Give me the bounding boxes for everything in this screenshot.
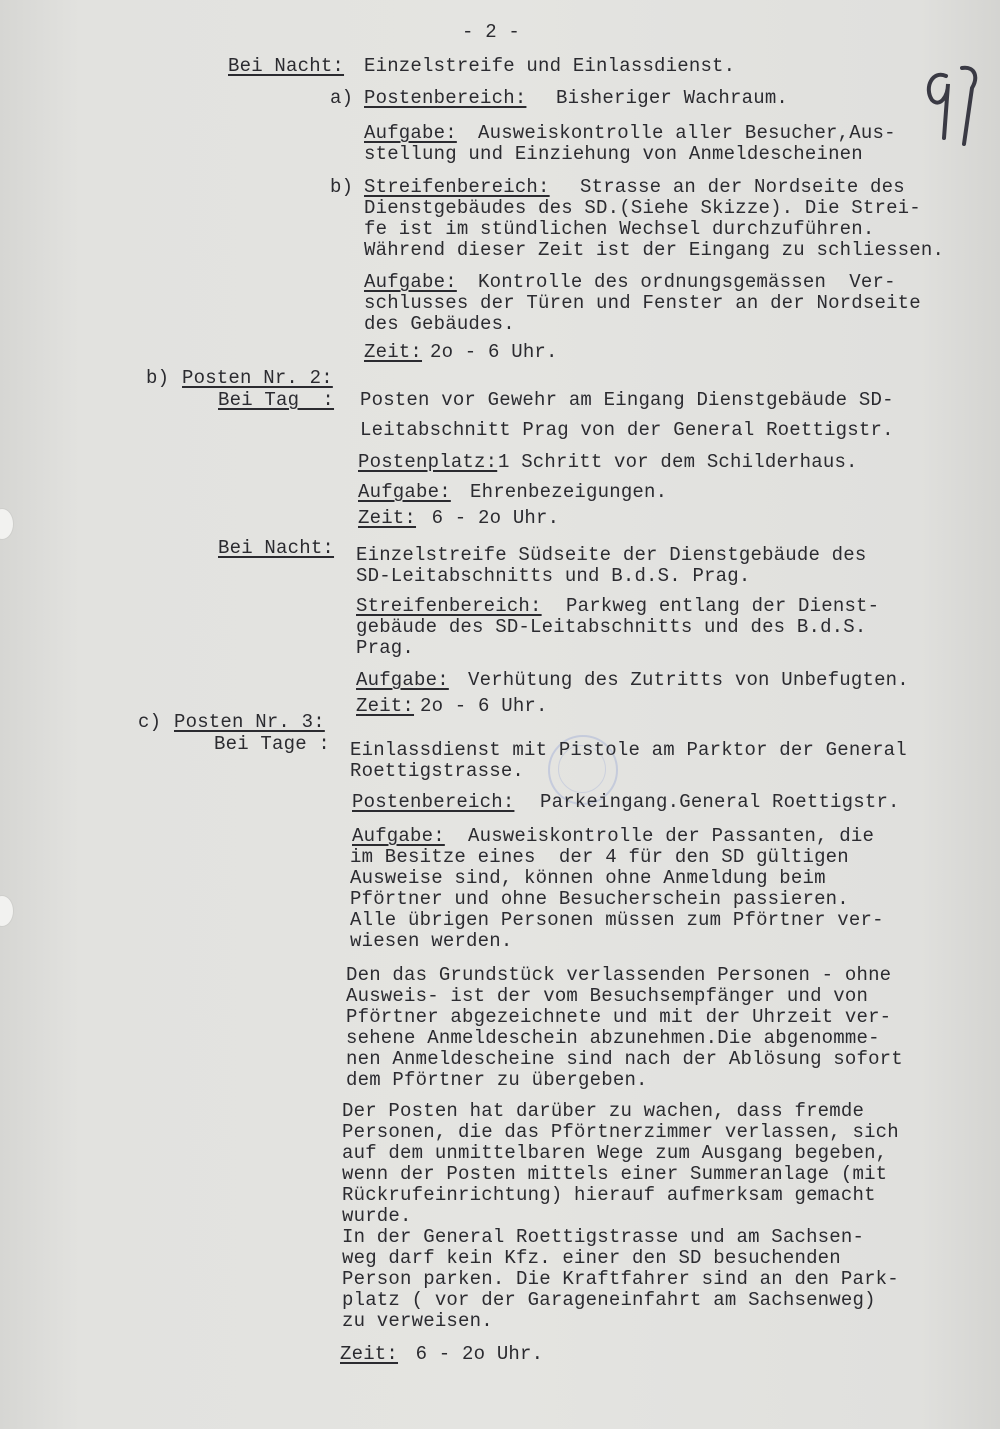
text-streifen-4: Während dieser Zeit ist der Eingang zu schliessen. [364, 239, 945, 261]
punch-hole-top [0, 508, 14, 540]
label-aufgabe: Aufgabe: [356, 669, 449, 691]
text-kontrolle-1: Kontrolle des ordnungsgemässen Ver- [478, 271, 896, 293]
text-parkweg-3: Prag. [356, 637, 415, 659]
text-wachen-1: Der Posten hat darüber zu wachen, dass fremde [342, 1100, 865, 1122]
text-verlassen-4: sehene Anmeldeschein abzunehmen.Die abgenomme- [346, 1027, 880, 1049]
label-aufgabe: Aufgabe: [352, 825, 445, 847]
label-zeit: Zeit: [356, 695, 415, 717]
label-postenbereich: Postenbereich: [352, 791, 515, 813]
item-marker-a: a) [330, 87, 354, 109]
label-bei-tag: Bei Tag : [218, 389, 335, 411]
text-ausweis-2: im Besitze eines der 4 für den SD gültigen [350, 846, 849, 868]
text-ausweis-5: Alle übrigen Personen müssen zum Pförtner ver- [350, 909, 884, 931]
text-streifen-3: fe ist im stündlichen Wechsel durchzuführen. [364, 218, 875, 240]
text-zeit-night-2: 2o - 6 Uhr. [420, 695, 548, 717]
text-parkweg-1: Parkweg entlang der Dienst- [566, 595, 880, 617]
text-zeit-day: 6 - 2o Uhr. [420, 507, 560, 529]
text-wachen-4: wenn der Posten mittels einer Summeranlage (mit [342, 1163, 888, 1185]
text-parken-1: In der General Roettigstrasse und am Sachsen- [342, 1226, 865, 1248]
text-aufgabe-2: stellung und Einziehung von Anmeldescheinen [364, 143, 863, 165]
text-einlass-1: Einlassdienst mit Pistole am Parktor der General [350, 739, 907, 761]
text-streifen-2: Dienstgebäudes des SD.(Siehe Skizze). Die Strei- [364, 197, 921, 219]
text-parken-2: weg darf kein Kfz. einer den SD besuchenden [342, 1247, 841, 1269]
text-posten2-1: Posten vor Gewehr am Eingang Dienstgebäude SD- [360, 389, 894, 411]
handwritten-page-number [918, 58, 978, 158]
svg-text:97: 97 [918, 58, 920, 59]
label-zeit: Zeit: [358, 507, 417, 529]
text-aufgabe-1: Ausweiskontrolle aller Besucher,Aus- [478, 122, 896, 144]
text-parken-5: zu verweisen. [342, 1310, 493, 1332]
text-parken-4: platz ( vor der Garageneinfahrt am Sachsenweg) [342, 1289, 876, 1311]
text-einlass-2: Roettigstrasse. [350, 760, 525, 782]
section-label-night: Bei Nacht: [228, 55, 345, 77]
text-verlassen-1: Den das Grundstück verlassenden Personen - ohne [346, 964, 892, 986]
label-zeit: Zeit: [364, 341, 423, 363]
text-ausweis-1: Ausweiskontrolle der Passanten, die [468, 825, 875, 847]
text-wachen-2: Personen, die das Pförtnerzimmer verlassen, sich [342, 1121, 899, 1143]
item-marker-b2: b) [146, 367, 170, 389]
page-number: - 2 - [462, 21, 521, 43]
label-bei-nacht: Bei Nacht: [218, 537, 335, 559]
text-zeit-night: 2o - 6 Uhr. [430, 341, 558, 363]
text-streifen-1: Strasse an der Nordseite des [580, 176, 905, 198]
text-ausweis-6: wiesen werden. [350, 930, 513, 952]
night-duty-text: Einzelstreife und Einlassdienst. [364, 55, 736, 77]
text-verlassen-2: Ausweis- ist der vom Besuchsempfänger und von [346, 985, 869, 1007]
label-posten-2: Posten Nr. 2: [182, 367, 333, 389]
label-streifenbereich: Streifenbereich: [364, 176, 550, 198]
label-bei-tage: Bei Tage : [214, 733, 331, 755]
text-parkeingang: Parkeingang.General Roettigstr. [540, 791, 900, 813]
text-posten2-2: Leitabschnitt Prag von der General Roettigstr. [360, 419, 894, 441]
label-postenbereich: Postenbereich: [364, 87, 527, 109]
text-parken-3: Person parken. Die Kraftfahrer sind an den Park- [342, 1268, 899, 1290]
text-parkweg-2: gebäude des SD-Leitabschnitts und des B.d.S. [356, 616, 867, 638]
text-wachen-6: wurde. [342, 1205, 412, 1227]
label-aufgabe: Aufgabe: [364, 271, 457, 293]
label-aufgabe: Aufgabe: [364, 122, 457, 144]
text-wachraum: Bisheriger Wachraum. [556, 87, 789, 109]
label-postenplatz: Postenplatz: [358, 451, 498, 473]
text-wachen-3: auf dem unmittelbaren Wege zum Ausgang begeben, [342, 1142, 888, 1164]
text-zeit-day-2: 6 - 2o Uhr. [404, 1343, 544, 1365]
text-verlassen-6: dem Pförtner zu übergeben. [346, 1069, 648, 1091]
item-marker-c: c) [138, 711, 162, 733]
punch-hole-bottom [0, 895, 14, 927]
text-verhuetung: Verhütung des Zutritts von Unbefugten. [468, 669, 909, 691]
label-zeit: Zeit: [340, 1343, 399, 1365]
text-nacht-2: SD-Leitabschnitts und B.d.S. Prag. [356, 565, 751, 587]
text-ausweis-4: Pförtner und ohne Besucherschein passieren. [350, 888, 849, 910]
label-streifenbereich: Streifenbereich: [356, 595, 542, 617]
text-wachen-5: Rückrufeinrichtung) hierauf aufmerksam gemacht [342, 1184, 876, 1206]
text-kontrolle-2: schlusses der Türen und Fenster an der Nordseite [364, 292, 921, 314]
label-posten-3: Posten Nr. 3: [174, 711, 325, 733]
text-ehrenbezeigungen: Ehrenbezeigungen. [470, 481, 668, 503]
label-aufgabe: Aufgabe: [358, 481, 451, 503]
text-nacht-1: Einzelstreife Südseite der Dienstgebäude des [356, 544, 867, 566]
text-verlassen-3: Pförtner abgezeichnete und mit der Uhrzeit ver- [346, 1006, 892, 1028]
text-ausweis-3: Ausweise sind, können ohne Anmeldung beim [350, 867, 826, 889]
item-marker-b: b) [330, 176, 354, 198]
text-kontrolle-3: des Gebäudes. [364, 313, 515, 335]
text-postenplatz: 1 Schritt vor dem Schilderhaus. [498, 451, 858, 473]
text-verlassen-5: nen Anmeldescheine sind nach der Ablösung sofort [346, 1048, 903, 1070]
